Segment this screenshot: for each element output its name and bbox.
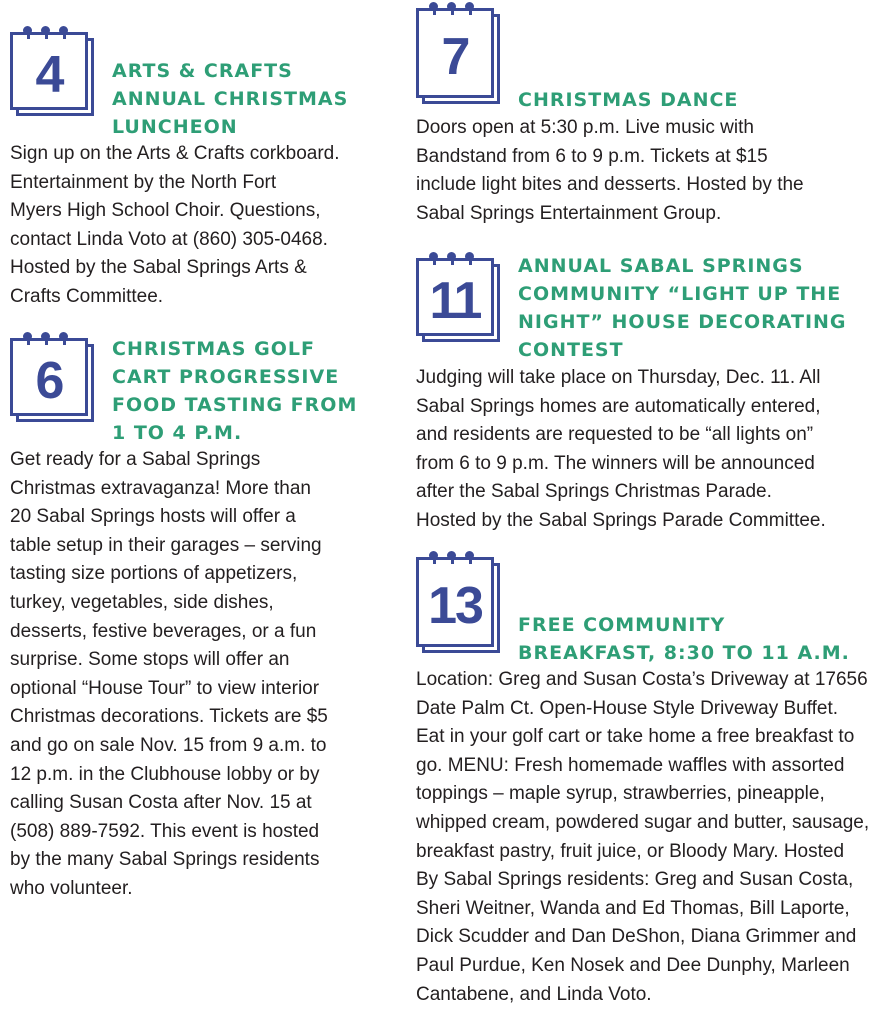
event-title-line: ANNUAL CHRISTMAS (112, 88, 349, 110)
calendar-icon (416, 551, 504, 643)
event-day: 11 (429, 272, 481, 330)
calendar-front-page (416, 258, 494, 336)
event-title-line: COMMUNITY “LIGHT UP THE (518, 283, 842, 305)
event-description-line: Hosted by the Sabal Springs Parade Committee. (416, 509, 826, 531)
event-description-line: Bandstand from 6 to 9 p.m. Tickets at $15 (416, 145, 768, 167)
event-description-line: optional “House Tour” to view interior (10, 677, 320, 699)
calendar-ring-icon (465, 551, 474, 560)
event-title-line: LUNCHEON (112, 116, 238, 138)
calendar-ring-icon (447, 551, 456, 560)
calendar-ring-icon (41, 332, 50, 341)
event-description-line: include light bites and desserts. Hosted by the (416, 174, 804, 196)
event-description-line: Sabal Springs Entertainment Group. (416, 202, 722, 224)
calendar-ring-icon (429, 2, 438, 11)
event-description (416, 666, 869, 1009)
event-title (518, 86, 738, 114)
event-description-line: from 6 to 9 p.m. The winners will be announced (416, 452, 815, 474)
calendar-front-page (416, 8, 494, 98)
event-title-line: CHRISTMAS DANCE (518, 89, 739, 111)
event-title-line: FREE COMMUNITY (518, 614, 726, 636)
event-description-line: Crafts Committee. (10, 285, 164, 307)
calendar-icon (10, 332, 98, 424)
event-description-line: Doors open at 5:30 p.m. Live music with (416, 117, 754, 138)
event-title (112, 57, 348, 141)
event-description-line: Get ready for a Sabal Springs (10, 449, 261, 470)
event-description-line: Sign up on the Arts & Crafts corkboard. (10, 143, 340, 164)
event-title-line: CHRISTMAS GOLF (112, 338, 315, 360)
event-description-line: Christmas extravaganza! More than (10, 477, 311, 499)
event-description-line: calling Susan Costa after Nov. 15 at (10, 792, 312, 814)
calendar-ring-icon (465, 2, 474, 11)
event-description-line: and residents are requested to be “all lights on” (416, 424, 814, 446)
event-description-line: tasting size portions of appetizers, (10, 563, 298, 585)
calendar-ring-icon (59, 26, 68, 35)
calendar-ring-icon (429, 252, 438, 261)
event-title-line: ARTS & CRAFTS (112, 60, 293, 82)
event-day: 6 (35, 352, 63, 410)
event-description-line: contact Linda Voto at (860) 305-0468. (10, 228, 328, 250)
event-title-line: BREAKFAST, 8:30 TO 11 A.M. (518, 642, 850, 664)
calendar-ring-icon (447, 2, 456, 11)
event-description-line: Sheri Weitner, Wanda and Ed Thomas, Bill Laporte, (416, 897, 850, 919)
event-title-line: CART PROGRESSIVE (112, 366, 340, 388)
event-description-line: 20 Sabal Springs hosts will offer a (10, 506, 296, 528)
calendar-icon (416, 2, 504, 94)
event-day: 13 (428, 577, 482, 635)
event-description-line: Entertainment by the North Fort (10, 171, 277, 193)
event-description-line: Hosted by the Sabal Springs Arts & (10, 257, 307, 279)
event-description-line: and go on sale Nov. 15 from 9 a.m. to (10, 734, 327, 756)
event-description-line: (508) 889-7592. This event is hosted (10, 820, 320, 842)
event-description-line: after the Sabal Springs Christmas Parade. (416, 481, 772, 503)
event-description-line: who volunteer. (10, 877, 133, 899)
calendar-ring-icon (429, 551, 438, 560)
event-description-line: Myers High School Choir. Questions, (10, 200, 321, 222)
event-title-line: FOOD TASTING FROM (112, 394, 358, 416)
event-title-line: NIGHT” HOUSE DECORATING (518, 311, 847, 333)
event-title (112, 335, 357, 447)
calendar-ring-icon (23, 26, 32, 35)
event-description-line: go. MENU: Fresh homemade waffles with assorted (416, 754, 845, 776)
event-description-line: Dick Scudder and Dan DeShon, Diana Grimmer and (416, 926, 857, 948)
event-title-line: 1 TO 4 P.M. (112, 422, 243, 444)
calendar-front-page (10, 338, 88, 416)
calendar-ring-icon (465, 252, 474, 261)
event-description-line: desserts, festive beverages, or a fun (10, 620, 317, 642)
event-description-line: Eat in your golf cart or take home a free breakfast to (416, 726, 855, 748)
calendar-ring-icon (23, 332, 32, 341)
event-title-line: ANNUAL SABAL SPRINGS (518, 255, 804, 277)
event-description-line: Christmas decorations. Tickets are $5 (10, 706, 328, 728)
event-description (416, 364, 826, 536)
event-description-line: Sabal Springs homes are automatically entered, (416, 395, 821, 417)
event-description-line: turkey, vegetables, side dishes, (10, 591, 274, 613)
event-description-line: Location: Greg and Susan Costa’s Driveway at 17656 (416, 669, 868, 690)
event-description-line: toppings – maple syrup, strawberries, pineapple, (416, 783, 825, 805)
event-description (10, 140, 340, 312)
event-description-line: Date Palm Ct. Open-House Style Driveway Buffet. (416, 697, 839, 719)
event-description-line: by the many Sabal Springs residents (10, 849, 320, 871)
event-description (416, 114, 804, 228)
calendar-icon (10, 26, 98, 118)
calendar-icon (416, 252, 504, 344)
calendar-front-page (10, 32, 88, 110)
event-title (518, 611, 850, 667)
event-description-line: breakfast pastry, fruit juice, or Bloody Mary. Hosted (416, 840, 845, 862)
calendar-ring-icon (41, 26, 50, 35)
event-description-line: surprise. Some stops will offer an (10, 649, 290, 671)
calendar-ring-icon (447, 252, 456, 261)
calendar-ring-icon (59, 332, 68, 341)
event-day: 4 (35, 46, 63, 104)
event-description-line: Paul Purdue, Ken Nosek and Dee Dunphy, Marleen (416, 954, 850, 976)
event-title-line: CONTEST (518, 339, 624, 361)
event-description-line: whipped cream, powdered sugar and butter, sausage, (416, 811, 870, 833)
event-description-line: Cantabene, and Linda Voto. (416, 983, 652, 1005)
calendar-front-page (416, 557, 494, 647)
event-day: 7 (441, 28, 469, 86)
event-description-line: 12 p.m. in the Clubhouse lobby or by (10, 763, 320, 785)
event-description-line: table setup in their garages – serving (10, 534, 322, 556)
event-description-line: Judging will take place on Thursday, Dec. 11. All (416, 367, 821, 388)
event-description-line: By Sabal Springs residents: Greg and Susan Costa, (416, 869, 854, 891)
event-description (10, 446, 328, 904)
event-title (518, 252, 847, 364)
